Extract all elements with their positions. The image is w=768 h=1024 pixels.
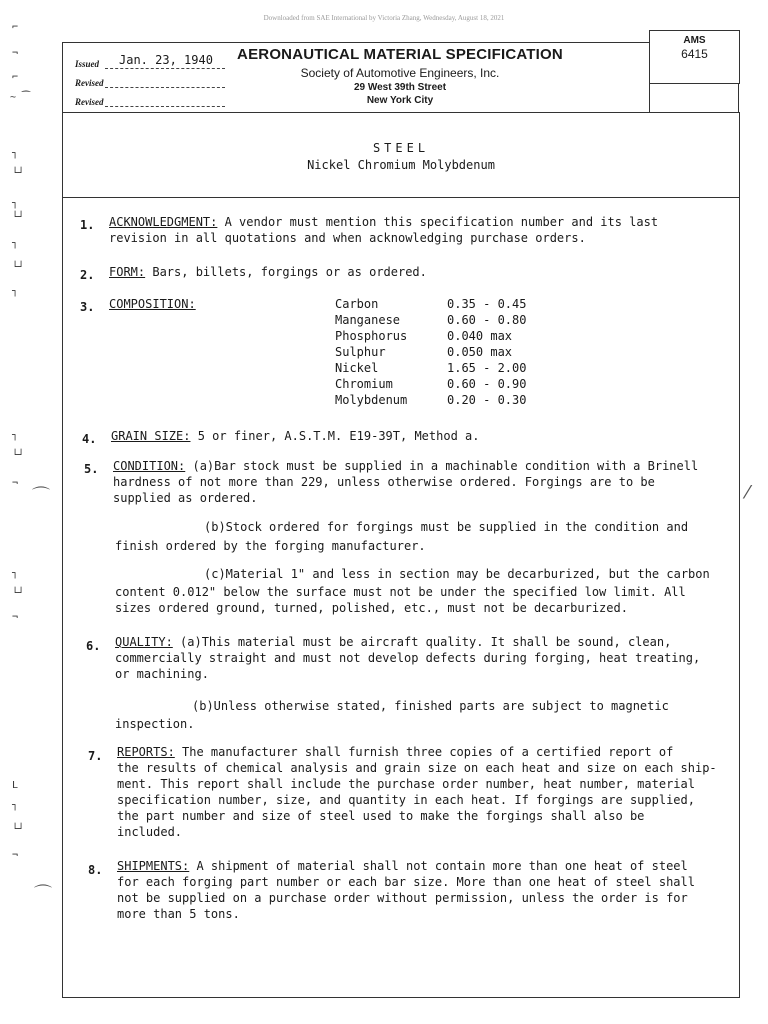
section-8-line-2: for each forging part number or each bar size. More than one heat of steel shall bbox=[117, 875, 695, 889]
organization-block bbox=[230, 46, 570, 106]
section-7-line-3: ment. This report shall include the purchase order number, heat number, material bbox=[117, 777, 695, 791]
download-notice: Downloaded from SAE International by Victoria Zhang, Wednesday, August 18, 2021 bbox=[263, 14, 505, 22]
section-1-line-2: revision in all quotations and when acknowledging purchase orders. bbox=[109, 231, 586, 245]
section-6-number: 6. bbox=[86, 639, 101, 653]
section-5a-line-2: hardness of not more than 229, unless otherwise ordered. Forgings are to be bbox=[113, 475, 655, 489]
section-5a bbox=[113, 458, 698, 506]
section-5b-line-2: finish ordered by the forging manufacturer. bbox=[115, 539, 426, 553]
section-7-line-1: The manufacturer shall furnish three copies of a certified report of bbox=[174, 745, 674, 759]
section-8 bbox=[117, 858, 695, 922]
section-4-number: 4. bbox=[82, 432, 97, 446]
composition-element: Nickel bbox=[335, 361, 379, 375]
section-5-heading: CONDITION: bbox=[113, 459, 186, 473]
section-5-number: 5. bbox=[84, 462, 99, 476]
section-2-number: 2. bbox=[80, 268, 95, 282]
title-divider bbox=[62, 197, 740, 198]
composition-row bbox=[335, 360, 526, 376]
revised-label: Revised bbox=[75, 78, 104, 88]
header-divider bbox=[62, 112, 740, 113]
composition-row bbox=[335, 296, 526, 312]
section-4-text: 5 or finer, A.S.T.M. E19-39T, Method a. bbox=[190, 429, 480, 443]
section-7-number: 7. bbox=[88, 749, 103, 763]
revised2-blank bbox=[105, 91, 225, 107]
section-1 bbox=[109, 214, 658, 246]
composition-range: 0.35 - 0.45 bbox=[447, 297, 527, 311]
ams-label: AMS bbox=[683, 35, 706, 46]
composition-range: 0.20 - 0.30 bbox=[447, 393, 527, 407]
section-6a-line-3: or machining. bbox=[115, 667, 209, 681]
section-7-line-2: the results of chemical analysis and grain size on each heat and size on each ship- bbox=[117, 761, 717, 775]
section-2 bbox=[109, 264, 427, 280]
section-1-line-1: A vendor must mention this specification number and its last bbox=[217, 215, 659, 229]
society-name: Society of Automotive Engineers, Inc. bbox=[300, 66, 500, 80]
composition-row bbox=[335, 344, 526, 360]
composition-element: Manganese bbox=[335, 313, 401, 327]
frame-left-rule bbox=[62, 42, 63, 998]
revised-row bbox=[75, 69, 225, 88]
issued-label: Issued bbox=[75, 59, 100, 69]
composition-row bbox=[335, 376, 526, 392]
section-8-heading: SHIPMENTS: bbox=[117, 859, 190, 873]
composition-row bbox=[335, 328, 526, 344]
section-2-text: Bars, billets, forgings or as ordered. bbox=[145, 265, 427, 279]
frame-bottom-rule bbox=[62, 997, 740, 998]
revised-blank bbox=[105, 72, 225, 88]
section-6a-line-2: commercially straight and must not develop defects during forging, heat treating, bbox=[115, 651, 701, 665]
material-subtitle: Nickel Chromium Molybdenum bbox=[307, 158, 495, 172]
section-5c-line-3: sizes ordered ground, turned, polished, etc., must not be decarburized. bbox=[115, 601, 628, 615]
frame-top-rule bbox=[62, 42, 650, 43]
composition-element: Carbon bbox=[335, 297, 379, 311]
section-6a-line-1: (a)This material must be aircraft quality. It shall be sound, clean, bbox=[172, 635, 672, 649]
section-7-line-4: specification number, size, and quantity in each heat. If forgings are supplied, bbox=[117, 793, 695, 807]
material-name: STEEL bbox=[372, 141, 430, 155]
composition-range: 0.60 - 0.80 bbox=[447, 313, 527, 327]
section-5c-line-2: content 0.012" below the surface must not be under the specified low limit. All bbox=[115, 585, 686, 599]
section-3-number: 3. bbox=[80, 300, 95, 314]
section-6b-line-2: inspection. bbox=[115, 717, 195, 731]
revised2-label: Revised bbox=[75, 97, 104, 107]
ams-number: 6415 bbox=[681, 47, 708, 61]
composition-range: 1.65 - 2.00 bbox=[447, 361, 527, 375]
society-address: 29 West 39th Street bbox=[353, 82, 447, 93]
section-5c-rest bbox=[115, 584, 686, 616]
section-8-number: 8. bbox=[88, 863, 103, 877]
section-7-line-5: the part number and size of steel used to make the forgings shall also be bbox=[117, 809, 645, 823]
society-city: New York City bbox=[366, 95, 434, 106]
section-1-heading: ACKNOWLEDGMENT: bbox=[109, 215, 218, 229]
composition-element: Sulphur bbox=[335, 345, 386, 359]
composition-element: Chromium bbox=[335, 377, 393, 391]
section-2-heading: FORM: bbox=[109, 265, 146, 279]
section-6a bbox=[115, 634, 700, 682]
composition-range: 0.040 max bbox=[447, 329, 513, 343]
section-8-line-1: A shipment of material shall not contain more than one heat of steel bbox=[189, 859, 688, 873]
composition-row bbox=[335, 312, 526, 328]
composition-range: 0.050 max bbox=[447, 345, 513, 359]
issue-dates bbox=[75, 50, 225, 107]
material-title bbox=[62, 140, 740, 174]
ams-number-box bbox=[649, 30, 740, 84]
section-1-number: 1. bbox=[80, 218, 95, 232]
ams-box-right-rule bbox=[738, 82, 739, 112]
section-6-heading: QUALITY: bbox=[115, 635, 173, 649]
composition-range: 0.60 - 0.90 bbox=[447, 377, 527, 391]
issued-value: Jan. 23, 1940 bbox=[105, 53, 225, 69]
section-7-heading: REPORTS: bbox=[117, 745, 175, 759]
composition-element: Phosphorus bbox=[335, 329, 408, 343]
spec-title: AERONAUTICAL MATERIAL SPECIFICATION bbox=[237, 46, 563, 63]
section-5a-line-1: (a)Bar stock must be supplied in a machinable condition with a Brinell bbox=[185, 459, 699, 473]
section-8-line-4: more than 5 tons. bbox=[117, 907, 240, 921]
section-4 bbox=[111, 428, 479, 444]
ams-box-left-rule bbox=[649, 82, 650, 112]
section-5b-line-1: (b)Stock ordered for forgings must be supplied in the condition and bbox=[204, 520, 689, 534]
section-5a-line-3: supplied as ordered. bbox=[113, 491, 258, 505]
section-3 bbox=[109, 296, 196, 312]
composition-table bbox=[335, 296, 526, 408]
section-7-line-6: included. bbox=[117, 825, 183, 839]
section-3-heading: COMPOSITION: bbox=[109, 297, 196, 311]
issued-row bbox=[75, 50, 225, 69]
section-4-heading: GRAIN SIZE: bbox=[111, 429, 191, 443]
frame-right-rule bbox=[739, 112, 740, 998]
section-6b-line-1: (b)Unless otherwise stated, finished parts are subject to magnetic bbox=[192, 699, 669, 713]
revised2-row bbox=[75, 88, 225, 107]
composition-element: Molybdenum bbox=[335, 393, 408, 407]
composition-row bbox=[335, 392, 526, 408]
section-5c-line-1: (c)Material 1" and less in section may be decarburized, but the carbon bbox=[204, 567, 710, 581]
section-8-line-3: not be supplied on a purchase order without permission, unless the order is for bbox=[117, 891, 688, 905]
section-7 bbox=[117, 744, 717, 840]
